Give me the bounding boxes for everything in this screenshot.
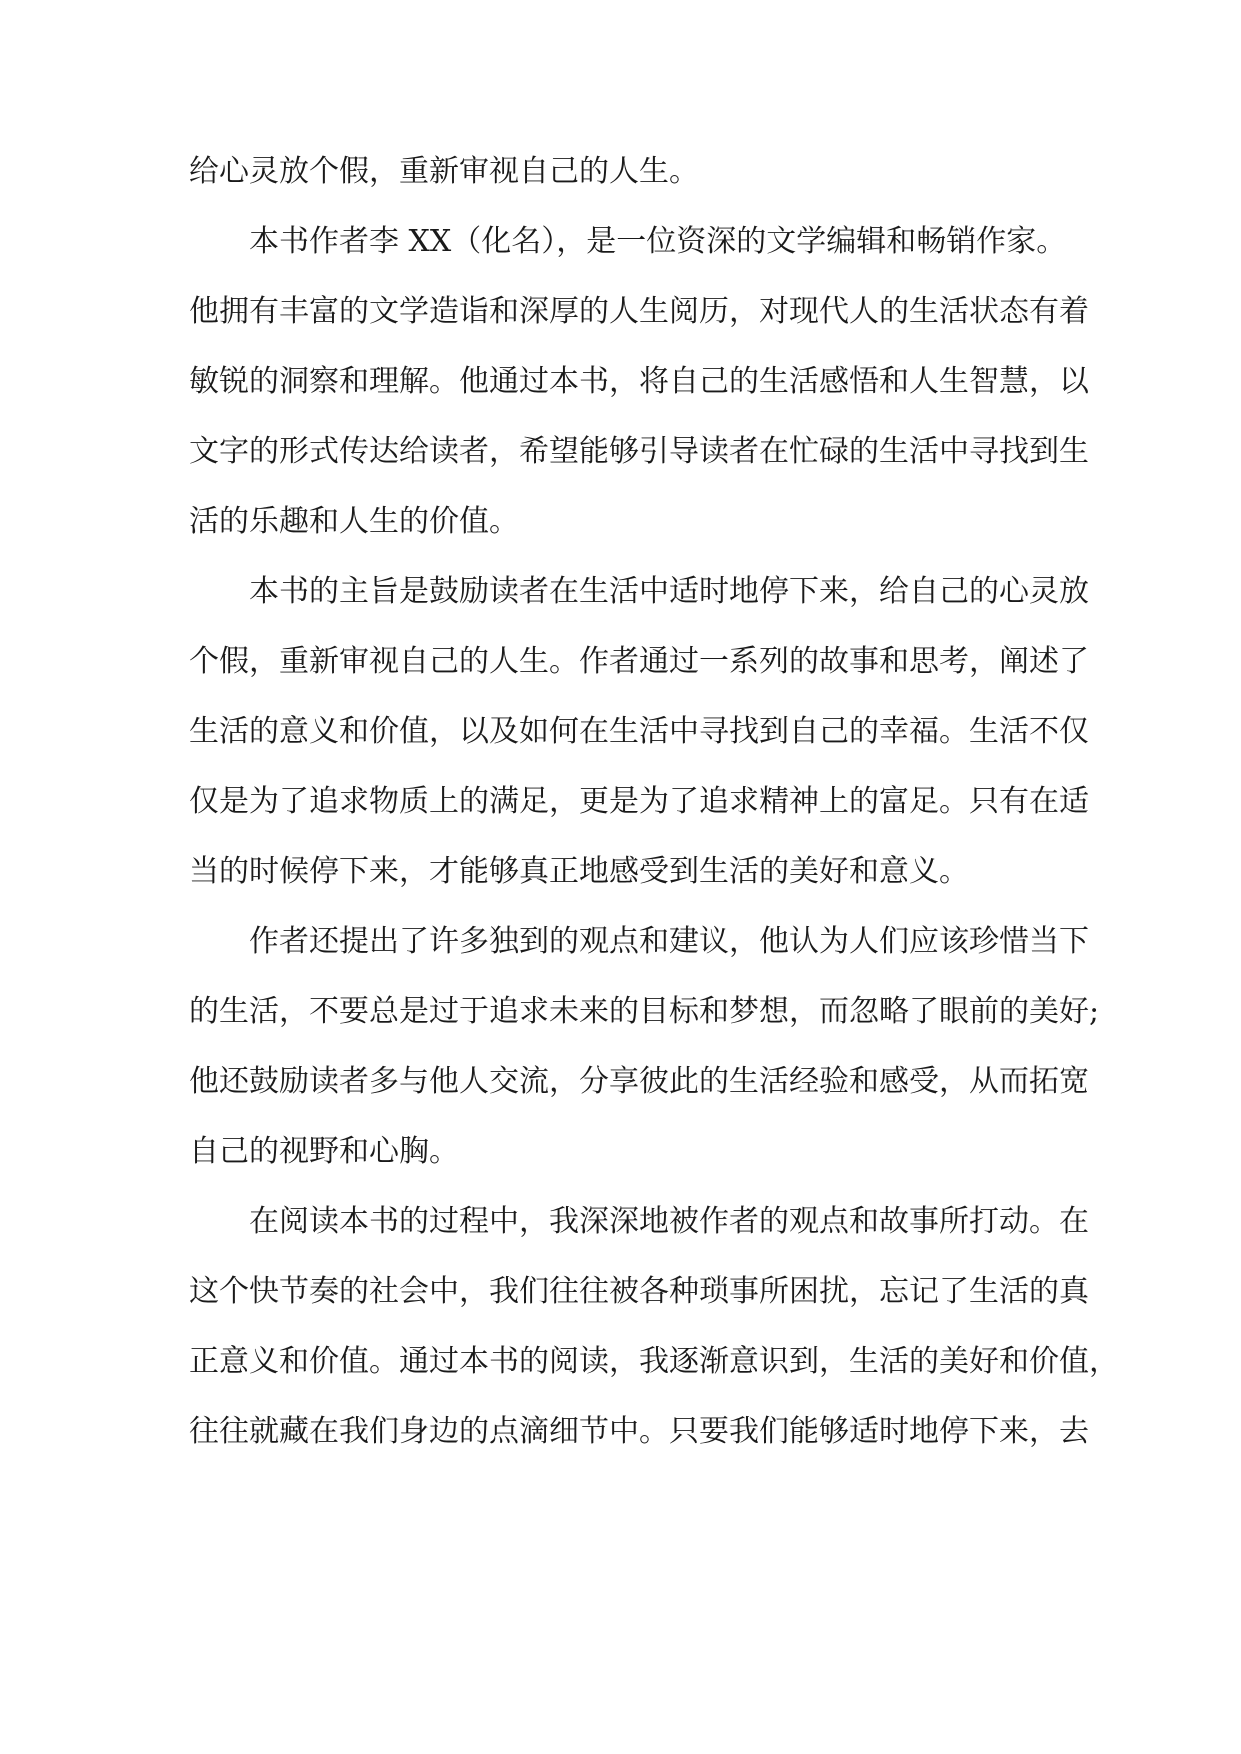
text-line: 他还鼓励读者多与他人交流，分享彼此的生活经验和感受，从而拓宽 [189,1064,1089,1099]
text-line: 他拥有丰富的文学造诣和深厚的人生阅历，对现代人的生活状态有着 [189,294,1089,329]
text-line: 活的乐趣和人生的价值。 [189,504,519,539]
text-line: 往往就藏在我们身边的点滴细节中。只要我们能够适时地停下来，去 [189,1414,1089,1449]
text-line: 给心灵放个假，重新审视自己的人生。 [189,154,699,189]
text-line: 生活的意义和价值，以及如何在生活中寻找到自己的幸福。生活不仅 [189,714,1089,749]
text-line: 本书的主旨是鼓励读者在生活中适时地停下来，给自己的心灵放 [249,574,1089,609]
text-line: 在阅读本书的过程中，我深深地被作者的观点和故事所打动。在 [249,1204,1089,1239]
text-line: 作者还提出了许多独到的观点和建议，他认为人们应该珍惜当下 [249,924,1089,959]
text-line: 本书作者李 XX（化名），是一位资深的文学编辑和畅销作家。 [249,224,1067,259]
text-line: 敏锐的洞察和理解。他通过本书，将自己的生活感悟和人生智慧，以 [189,364,1089,399]
text-line: 的生活，不要总是过于追求未来的目标和梦想，而忽略了眼前的美好; [189,994,1100,1029]
text-line: 正意义和价值。通过本书的阅读，我逐渐意识到，生活的美好和价值， [189,1344,1119,1379]
text-line: 这个快节奏的社会中，我们往往被各种琐事所困扰，忘记了生活的真 [189,1274,1089,1309]
text-line: 文字的形式传达给读者，希望能够引导读者在忙碌的生活中寻找到生 [189,434,1089,469]
text-line: 仅是为了追求物质上的满足，更是为了追求精神上的富足。只有在适 [189,784,1089,819]
text-line: 当的时候停下来，才能够真正地感受到生活的美好和意义。 [189,854,969,889]
body-text [189,137,1119,1467]
text-line: 个假，重新审视自己的人生。作者通过一系列的故事和思考，阐述了 [189,644,1089,679]
text-line: 自己的视野和心胸。 [189,1134,459,1169]
